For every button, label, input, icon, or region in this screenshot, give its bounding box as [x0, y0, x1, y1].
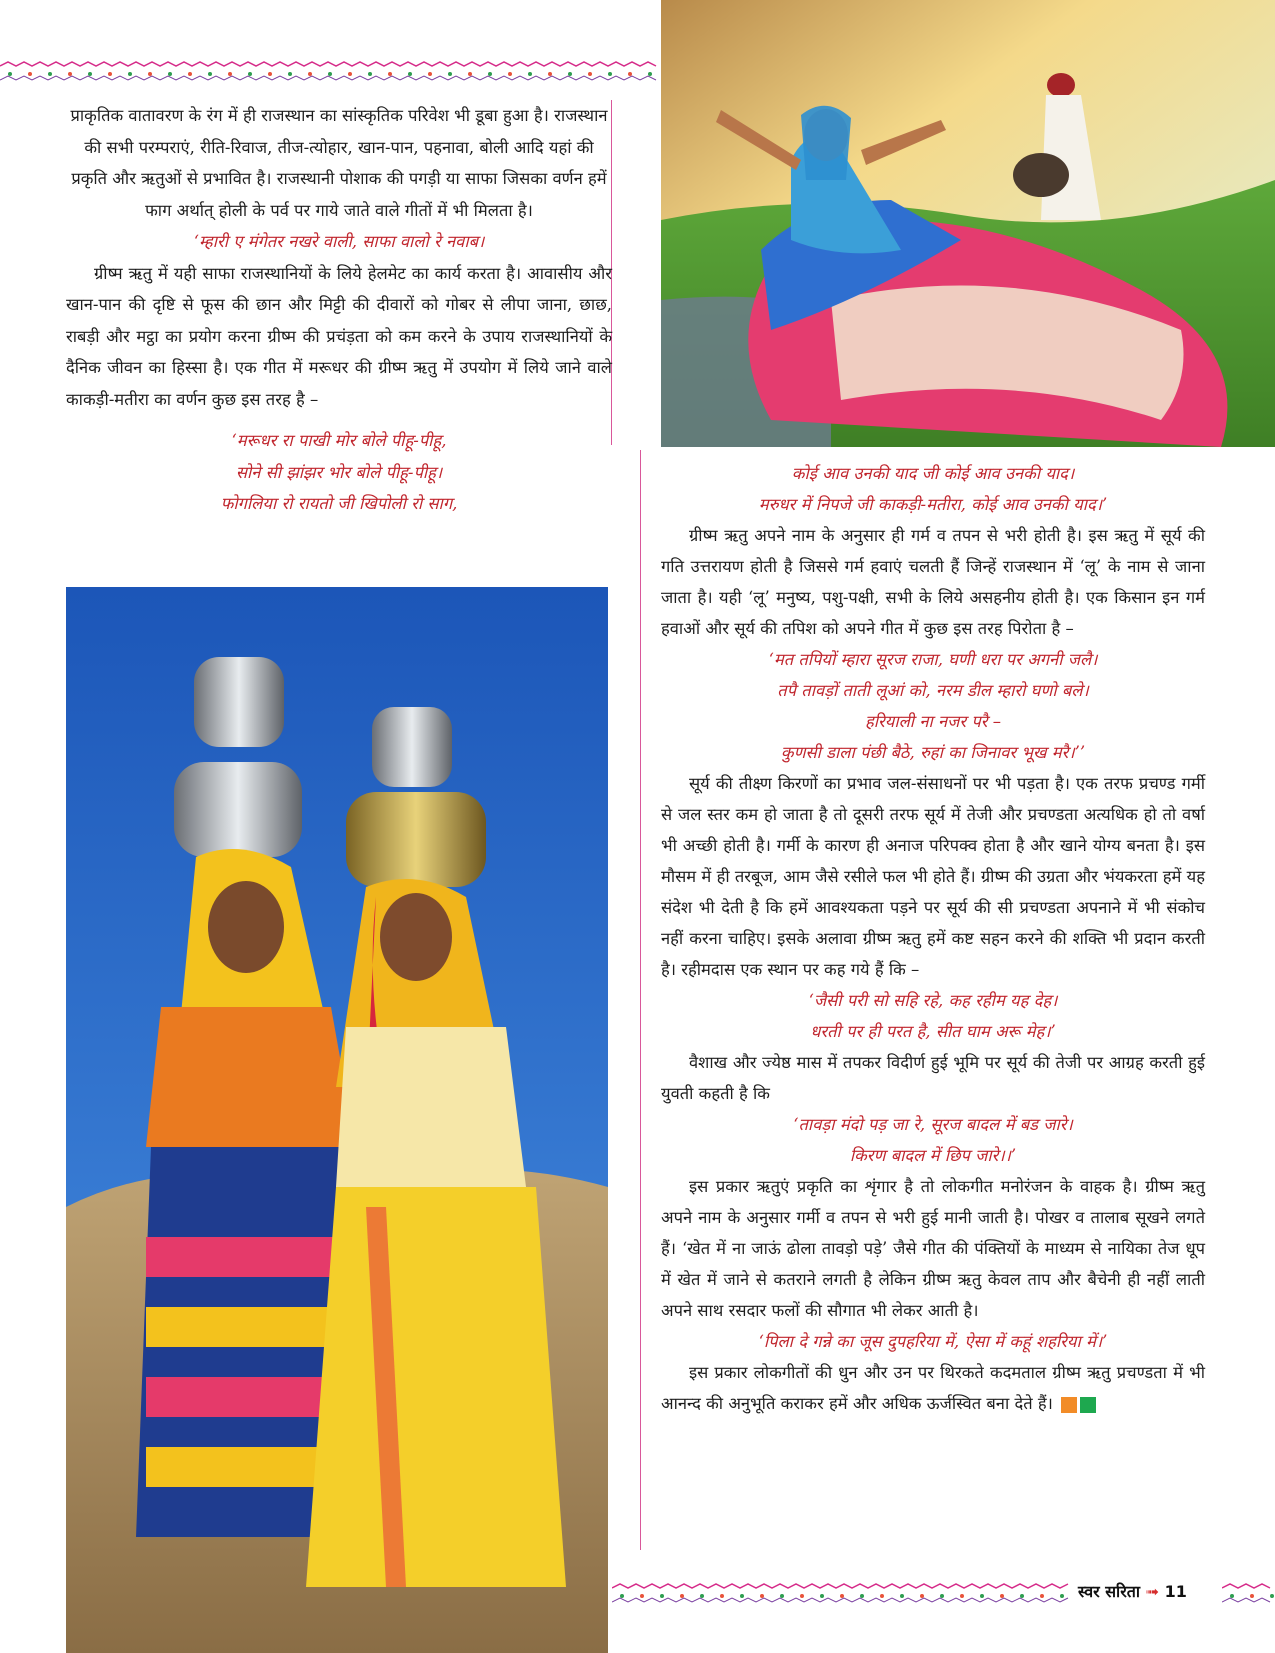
end-mark-orange-square — [1061, 1397, 1077, 1413]
left-column-text — [66, 100, 612, 520]
right-column-text — [661, 458, 1205, 1419]
verse-line: ‘मरूधर रा पाखी मोर बोले पीहू-पीहू, — [231, 431, 447, 450]
page-footer — [1078, 1580, 1187, 1602]
verse-line: मरुधर में निपजे जी काकड़ी-मतीरा, कोई आव उनकी याद।’ — [758, 495, 1108, 514]
bottom-border-decoration — [612, 1582, 1072, 1604]
arrow-icon: ➟ — [1145, 1582, 1159, 1601]
end-mark-green-square — [1080, 1397, 1096, 1413]
verse-line: कुणसी डाला पंछी बैठे, रुहां का जिनावर भूख मरै।’’ — [780, 743, 1086, 762]
verse-line: कोई आव उनकी याद जी कोई आव उनकी याद। — [791, 464, 1075, 483]
paragraph-text: इस प्रकार लोकगीतों की धुन और उन पर थिरकते कदमताल ग्रीष्म ऋतु प्रचण्डता में भी आनन्द की अनुभूति कराकर हमें और अधिक ऊर्जस्वित बना देते हैं। — [661, 1363, 1205, 1413]
verse-line: ‘मत तपियों म्हारा सूरज राजा, घणी धरा पर अगनी जलै। — [768, 650, 1098, 669]
paragraph: इस प्रकार ऋतुएं प्रकृति का शृंगार है तो लोकगीत मनोरंजन के वाहक है। ग्रीष्म ऋतु अपने नाम के अनुसार गर्मी व तपन से भरी हुई मानी जाती है। पोखर व तालाब सूखने लगते हैं। ‘खेत में ना जाऊं ढोला तावड़ो पड़े’ जैसे गीत की पंक्तियों के माध्यम से नायिका तेज धूप में खेत में जाने से कतराने लगती है लेकिन ग्रीष्म ऋतु केवल ताप और बैचेनी ही नहीं लाती अपने साथ रसदार फलों की सौगात भी लेकर आती है। — [661, 1177, 1205, 1320]
verse-line: ‘तावड़ा मंदो पड़ जा रे, सूरज बादल में बड जारे। — [793, 1115, 1073, 1134]
paragraph: सूर्य की तीक्ष्ण किरणों का प्रभाव जल-संसाधनों पर भी पड़ता है। एक तरफ प्रचण्ड गर्मी से जल स्तर कम हो जाता है तो दूसरी तरफ सूर्य में तेजी और प्रचण्डता अत्यधिक हो तो वर्षा भी अच्छी होती है। गर्मी के कारण ही अनाज परिपक्व होता है और खाने योग्य बनता है। इस मौसम में ही तरबूज, आम जैसे रसीले फल भी होते हैं। ग्रीष्म की उग्रता और भंयकरता हमें यह संदेश भी देती है कि हमें आवश्यकता पड़ने पर सूर्य की सी प्रचण्डता अपनाने में भी संकोच नहीं करना चाहिए। इसके अलावा ग्रीष्म ऋतु हमें कष्ट सहन करने की शक्ति भी प्रदान करती है। रहीमदास एक स्थान पर कह गये हैं कि – — [661, 774, 1205, 979]
paragraph: वैशाख और ज्येष्ठ मास में तपकर विदीर्ण हुई भूमि पर सूर्य की तेजी पर आग्रह करती हुई युवती कहती है कि — [661, 1053, 1205, 1103]
paragraph: ग्रीष्म ऋतु अपने नाम के अनुसार ही गर्म व तपन से भरी होती है। इस ऋतु में सूर्य की गति उत्तरायण होती है जिससे गर्म हवाएं चलती हैं जिन्हें राजस्थान में ‘लू’ के नाम से जाना जाता है। यही ‘लू’ मनुष्य, पशु-पक्षी, सभी के लिये असहनीय होती है। एक किसान इन गर्म हवाओं और सूर्य की तपिश को अपने गीत में कुछ इस तरह पिरोता है – — [661, 526, 1205, 638]
bottom-border-decoration-end — [1222, 1582, 1275, 1604]
verse-line: तपै तावड़ों ताती लूआं को, नरम डील म्हारो घणो बले। — [777, 681, 1089, 700]
verse-line: ‘म्हारी ए मंगेतर नखरे वाली, साफा वालो रे नवाब। — [193, 232, 485, 251]
verse-line: ‘पिला दे गन्ने का जूस दुपहरिया में, ऐसा में कहूं शहरिया में।’ — [758, 1332, 1108, 1351]
magazine-name: स्वर सरिता — [1078, 1582, 1141, 1601]
verse-line: किरण बादल में छिप जारे।।’ — [849, 1146, 1017, 1165]
verse-line: सोने सी झांझर भोर बोले पीहू-पीहू। — [235, 462, 443, 482]
women-with-pots-photo — [66, 587, 608, 1653]
verse-line: फोगलिया रो रायतो जी खिपोली रो साग, — [220, 494, 458, 513]
paragraph: प्राकृतिक वातावरण के रंग में ही राजस्थान का सांस्कृतिक परिवेश भी डूबा हुआ है। राजस्थान की सभी परम्पराएं, रीति-रिवाज, तीज-त्योहार, खान-पान, पहनावा, बोली आदि यहां की प्रकृति और ऋतुओं से प्रभावित है। राजस्थानी पोशाक की पगड़ी या साफा जिसका वर्णन हमें फाग अर्थात् होली के पर्व पर गाये जाते वाले गीतों में भी मिलता है। — [70, 106, 608, 220]
page-number: 11 — [1164, 1582, 1187, 1601]
verse-line: ‘जैसी परी सो सहि रहे, कह रहीम यह देह। — [808, 991, 1058, 1010]
paragraph: ग्रीष्म ऋतु में यही साफा राजस्थानियों के लिये हेलमेट का कार्य करता है। आवासीय और खान-पान की दृष्टि से फूस की छान और मिट्टी की दीवारों को गोबर से लीपा जाना, छाछ, राबड़ी और मट्ठा का प्रयोग करना ग्रीष्म की प्रचंड़ता को कम करने के उपाय राजस्थानियों के दैनिक जीवन का हिस्सा है। एक गीत में मरूधर की ग्रीष्म ऋतु में उपयोग में लिये जाने वाले काकड़ी-मतीरा का वर्णन कुछ इस तरह है – — [66, 263, 612, 409]
top-border-decoration — [0, 60, 660, 82]
dancer-photo — [661, 0, 1275, 447]
column-divider-line — [640, 450, 641, 1550]
verse-line: धरती पर ही परत है, सीत घाम अरू मेह।’ — [810, 1022, 1056, 1041]
paragraph — [661, 1357, 1205, 1419]
verse-line: हरियाली ना नजर परै – — [864, 712, 1002, 731]
